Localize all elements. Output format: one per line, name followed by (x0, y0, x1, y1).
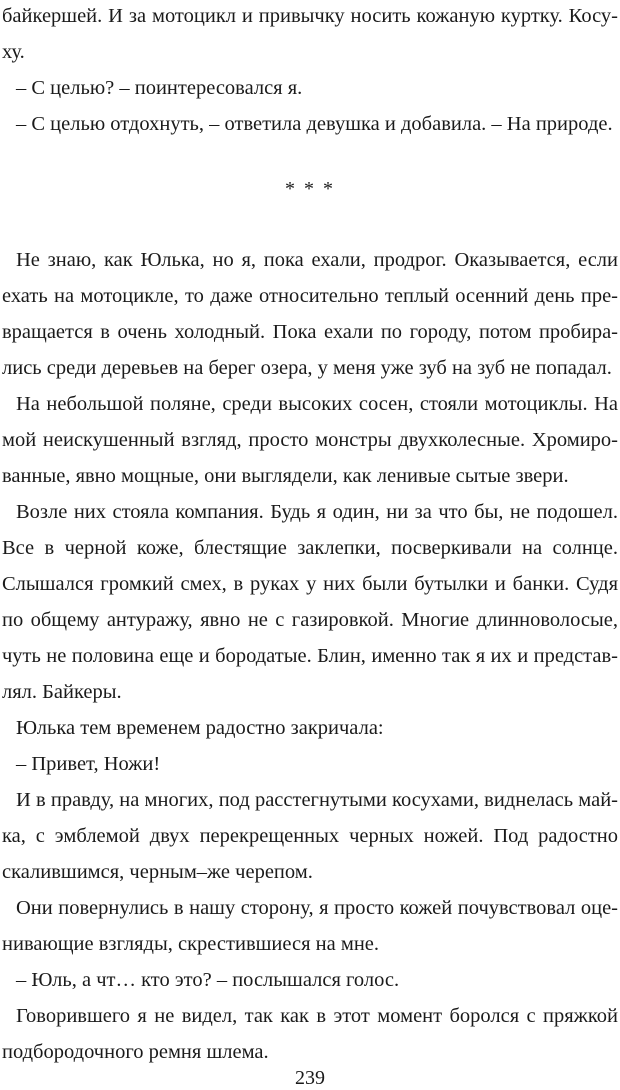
text-line: На небольшой поляне, среди высоких сосен, стояли мотоциклы. На (16, 393, 618, 415)
text-line: И в правду, на многих, под расстегнутыми косухами, виднелась май- (16, 789, 618, 811)
text-line: байкершей. И за мотоцикл и привычку носить кожаную куртку. Косу- (2, 5, 618, 27)
text-line: Возле них стояла компания. Будь я один, ни за что бы, не подошел. (16, 501, 618, 523)
text-line: лись среди деревьев на берег озера, у меня уже зуб на зуб не попадал. (2, 357, 612, 379)
text-line: Юлька тем временем радостно закричала: (16, 717, 384, 739)
text-line: ванные, явно мощные, они выглядели, как ленивые сытые звери. (2, 465, 569, 487)
dialogue-line: – Привет, Ножи! (16, 753, 161, 775)
dialogue-line: – Юль, а чт… кто это? – послышался голос. (16, 969, 400, 991)
text-line: мой неискушенный взгляд, просто монстры двухколесные. Хромиро- (2, 429, 618, 451)
page-number: 239 (295, 1067, 325, 1089)
text-line: Говорившего я не видел, так как в этот момент боролся с пряжкой (16, 1005, 618, 1027)
text-line: лял. Байкеры. (2, 681, 122, 703)
dialogue-line: – С целью отдохнуть, – ответила девушка и добавила. – На природе. (16, 113, 613, 135)
text-line: ка, с эмблемой двух перекрещенных черных ножей. Под радостно (2, 825, 618, 847)
section-separator: * * * (285, 178, 335, 200)
text-line: чуть не половина еще и бородатые. Блин, именно так я их и представ- (2, 645, 618, 667)
text-line: Они повернулись в нашу сторону, я просто кожей почувствовал оце- (16, 897, 618, 919)
text-line: Все в черной коже, блестящие заклепки, посверкивали на солнце. (2, 537, 618, 559)
text-line: Слышался громкий смех, в руках у них были бутылки и банки. Судя (2, 573, 618, 595)
text-line: вращается в очень холодный. Пока ехали по городу, потом пробира- (2, 321, 618, 343)
text-line: подбородочного ремня шлема. (2, 1041, 269, 1063)
text-line: скалившимся, черным–же черепом. (2, 861, 313, 883)
text-line: Не знаю, как Юлька, но я, пока ехали, продрог. Оказывается, если (16, 249, 618, 271)
text-line: ехать на мотоцикле, то даже относительно теплый осенний день пре- (2, 285, 618, 307)
text-line: по общему антуражу, явно не с газировкой. Многие длинноволосые, (2, 609, 618, 631)
text-line: нивающие взгляды, скрестившиеся на мне. (2, 933, 380, 955)
text-line: ху. (2, 41, 25, 63)
dialogue-line: – С целью? – поинтересовался я. (16, 77, 303, 99)
